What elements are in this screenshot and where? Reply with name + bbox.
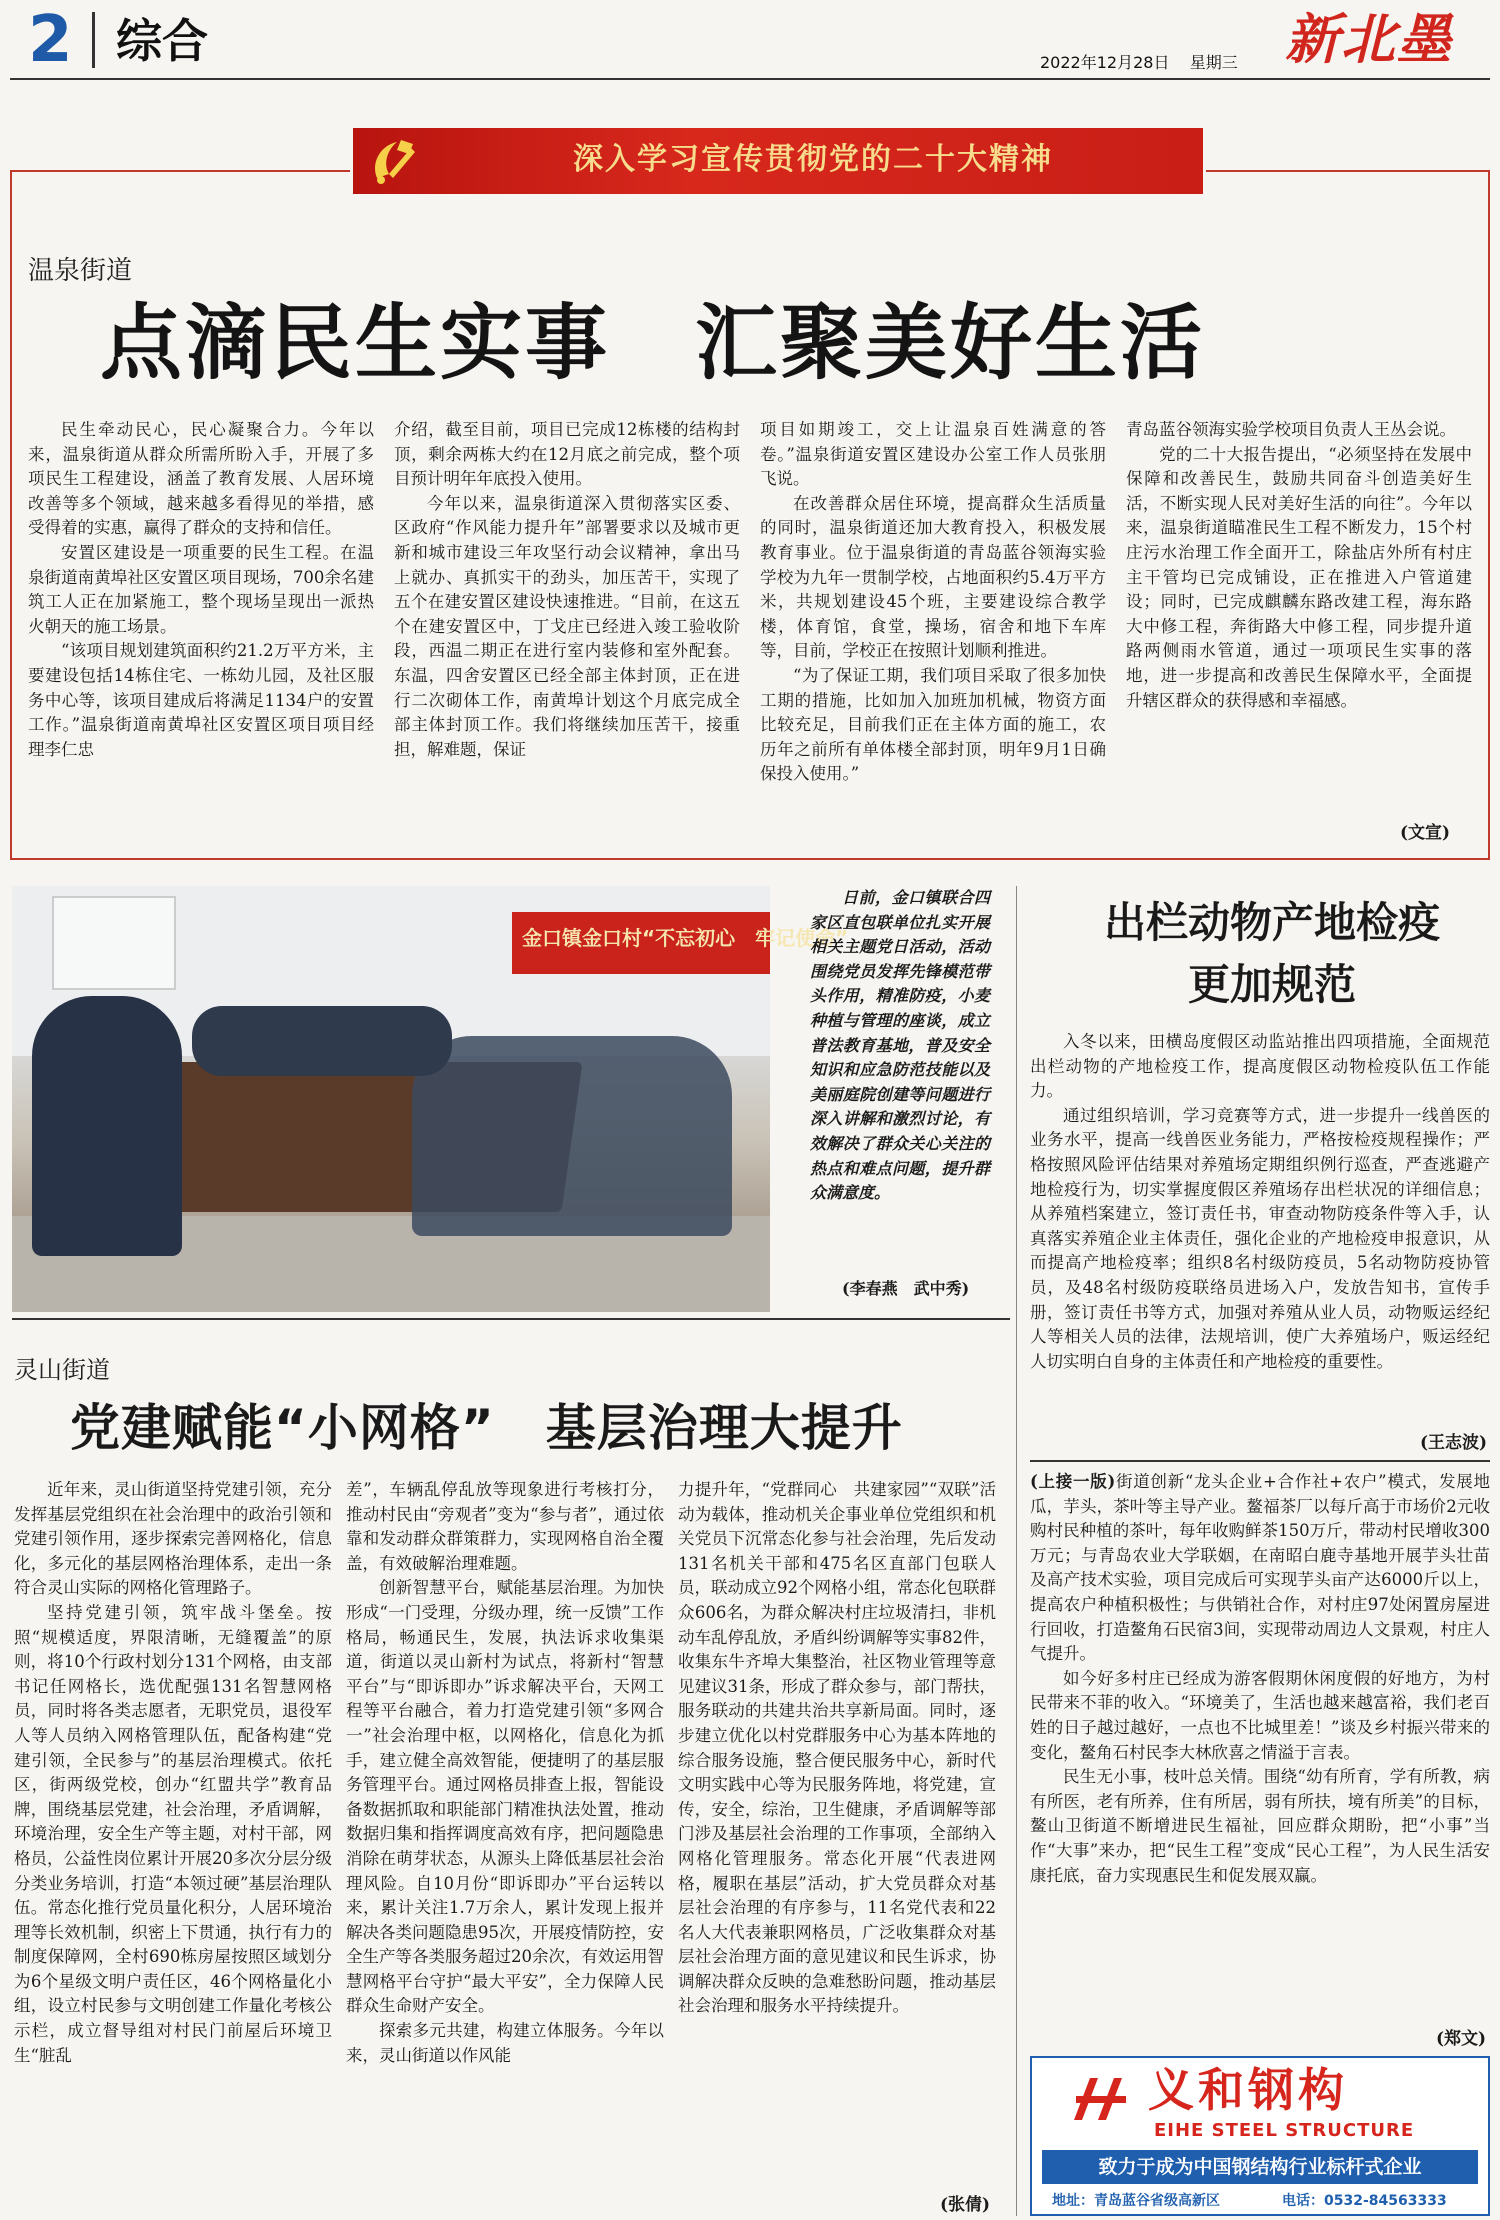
story2-divider: [1030, 1460, 1490, 1462]
paragraph-text: 街道创新“龙头企业+合作社+农户”模式，发展地瓜，芋头，茶叶等主导产业。鳌福茶厂以每斤高于市场价2元收购村民种植的茶叶，每年收购鲜茶150万斤，带动村民增收300万元；与青岛农业大学联姻，在南昭白鹿寺基地开展芋头壮苗及高产技术实验，项目完成后可实现芋头亩产达6000斤以上，提高农户种植积极性；与供销社合作，对村庄97处闲置房屋进行回收，打造鳌角石民宿3间，实现带动周边人文景观，村庄人气提升。: [1030, 1472, 1490, 1664]
paragraph: “该项目规划建筑面积约21.2万平方米，主要建设包括14栋住宅、一栋幼儿园，及社区服务中心等，该项目建成后将满足1134户的安置工作。”温泉街道南黄埠社区安置区项目项目经理李仁忠: [28, 641, 374, 759]
frame-line-right: [1488, 170, 1490, 860]
paragraph: 通过组织培训，学习竞赛等方式，进一步提升一线兽医的业务水平，提高一线兽医业务能力，严格按检疫规程操作；严格按照风险评估结果对养殖场定期组织例行巡查，严查逃避产地检疫行为，切实掌握度假区养殖场存出栏状况的详细信息；从养殖档案建立，签订责任书，审查动物防疫条件等入手，认真落实养殖企业主体责任，强化企业的产地检疫申报意识，从而提高产地检疫率；组织8名村级防疫员，5名动物防疫协管员，及48名村级防疫联络员进场入户，发放告知书，宣传手册，签订责任书等方式，加强对养殖从业人员，动物贩运经纪人等相关人员的法律，法规培训，使广大养殖场户，贩运经纪人切实明白自身的主体责任和产地检疫的重要性。: [1030, 1105, 1490, 1371]
masthead-rule: [10, 78, 1490, 80]
paragraph: [1030, 1470, 1490, 1667]
people-back: [192, 1006, 452, 1076]
story3-top-rule: [12, 1318, 1010, 1320]
story1-column-4: [1126, 418, 1472, 818]
story3-headline: 党建赋能“小网格” 基层治理大提升: [70, 1399, 903, 1457]
story3-byline: (张倩): [940, 2195, 991, 2215]
paragraph: 入冬以来，田横岛度假区动监站推出四项措施，全面规范出栏动物的产地检疫工作，提高度假区动物检疫队伍工作能力。: [1030, 1032, 1490, 1101]
paper-logo: 新北墨: [1285, 7, 1453, 71]
paragraph: 差”，车辆乱停乱放等现象进行考核打分，推动村民由“旁观者”变为“参与者”，通过依靠和发动群众群策群力，实现网格自治全覆盖，有效破解治理难题。: [346, 1480, 664, 1573]
paragraph: 力提升年，“党群同心 共建家园”“双联”活动为载体，推动机关企事业单位党组织和机关党员下沉常态化参与社会治理，先后发动131名机关干部和475名区直部门包联人员，联动成立92个网格小组，常态化包联群众606名，为群众解决村庄垃圾清扫，非机动车乱停乱放，矛盾纠纷调解等实事82件，收集东牛齐埠大集整治，社区物业管理等意见建议31条，形成了群众参与，部门帮扶，服务联动的共建共治共享新局面。同时，逐步建立优化以村党群服务中心为基本阵地的综合服务设施，整合便民服务中心，新时代文明实践中心等为民服务阵地，将党建，宣传，安全，综治，卫生健康，矛盾调解等部门涉及基层社会治理的工作事项，全部纳入网格化管理服务。常态化开展“代表进网格，履职在基层”活动，扩大党员群众对基层社会治理的有序参与，11名党代表和22名人大代表兼职网格员，广泛收集群众对基层社会治理方面的意见建议和民生诉求，协调解决群众反映的急难愁盼问题，推动基层社会治理和服务水平持续提升。: [678, 1480, 996, 2016]
photo-banner-text: 金口镇金口村“不忘初心 牢记使命”: [522, 926, 849, 950]
story2-headline-line1: 出栏动物产地检疫: [1103, 898, 1440, 947]
paragraph: “为了保证工期，我们项目采取了很多加快工期的措施，比如加入加班加机械，物资方面比较充足，目前我们正在主体方面的施工，农历年之前所有单体楼全部封顶，明年9月1日确保投入使用。”: [760, 665, 1106, 784]
story1-byline: (文宣): [1400, 823, 1451, 843]
story1-kicker: 温泉街道: [28, 256, 133, 286]
paragraph: 探索多元共建，构建立体服务。今年以来，灵山街道以作风能: [346, 2021, 664, 2065]
eihe-logo-icon: [1068, 2068, 1132, 2130]
masthead-divider: [92, 12, 95, 68]
frame-line-left: [10, 170, 12, 860]
paragraph: 今年以来，温泉街道深入贯彻落实区委、区政府“作风能力提升年”部署要求以及城市更新和城市建设三年攻坚行动会议精神，拿出马上就办、真抓实干的劲头，加压苦干，实现了五个在建安置区建设快速推进。“目前，在这五个在建安置区中，丁戈庄已经进入竣工验收阶段，西温二期正在进行室内装修和室外配套。东温，四舍安置区已经全部主体封顶，正在进行二次砌体工作，南黄埠计划这个月底完成全部主体封顶工作。我们将继续加压苦干，接重担，解难题，保证: [394, 493, 740, 759]
advertisement: [1030, 2056, 1490, 2216]
paragraph: 创新智慧平台，赋能基层治理。为加快形成“一门受理，分级办理，统一反馈”工作格局，畅通民生，发展，执法诉求收集渠道，街道以灵山新村为试点，将新村“智慧平台”与“即诉即办”诉求解决平台，天网工程等平台融合，着力打造党建引领“多网合一”社会治理中枢，以网格化，信息化为抓手，建立健全高效智能，便捷明了的基层服务管理平台。通过网格员排查上报，智能设备数据抓取和职能部门精准执法处置，推动数据归集和指挥调度高效有序，把问题隐患消除在萌芽状态，从源头上降低基层社会治理风险。自10月份“即诉即办”平台运转以来，累计关注1.7万余人，累计发现上报并解决各类问题隐患95次，开展疫情防控，安全生产等各类服务超过20余次，有效运用智慧网格平台守护“最大平安”，全力保障人民群众生命财产安全。: [346, 1578, 664, 2016]
page-number: 2: [28, 3, 73, 77]
ad-phone: 电话：0532-84563333: [1282, 2193, 1447, 2209]
paragraph: 近年来，灵山街道坚持党建引领，充分发挥基层党组织在社会治理中的政治引领和党建引领作用，逐步探索完善网格化，信息化，多元化的基层网格治理体系，走出一条符合灵山实际的网格化管理路子。: [14, 1480, 332, 1598]
ad-address: 地址：青岛蓝谷省级高新区: [1052, 2193, 1220, 2209]
paragraph: 民生牵动民心，民心凝聚合力。今年以来，温泉街道从群众所需所盼入手，开展了多项民生工程建设，涵盖了教育发展、人居环境改善等多个领域，越来越多看得见的举措，感受得着的实惠，赢得了群众的支持和信任。: [28, 420, 374, 538]
paragraph: 如今好多村庄已经成为游客假期休闲度假的好地方，为村民带来不菲的收入。“环境美了，生活也越来越富裕，我们老百姓的日子越过越好，一点也不比城里差！”谈及乡村振兴带来的变化，鳌角石村民李大林欣喜之情溢于言表。: [1030, 1668, 1490, 1762]
ad-slogan: 致力于成为中国钢结构行业标杆式企业: [1042, 2150, 1478, 2184]
paragraph: 介绍，截至目前，项目已完成12栋楼的结构封顶，剩余两栋大约在12月底之前完成，整个项目预计明年年底投入使用。: [394, 420, 740, 489]
vertical-separator: [1016, 886, 1017, 2216]
story4-byline: (郑文): [1436, 2029, 1487, 2049]
story4-body: [1030, 1470, 1490, 2026]
photo-window: [52, 896, 176, 990]
paragraph: 民生无小事，枝叶总关情。围绕“幼有所育，学有所教，病有所医，老有所养，住有所居，弱有所扶，境有所美”的目标，鳌山卫街道不断增进民生福祉，回应群众期盼，把“小事”当作“大事”来办，把“民生工程”变成“民心工程”，为人民生活安康托底，奋力实现惠民生和促发展双赢。: [1030, 1767, 1490, 1885]
paragraph: 党的二十大报告提出，“必须坚持在发展中保障和改善民生，鼓励共同奋斗创造美好生活，不断实现人民对美好生活的向往”。今年以来，温泉街道瞄准民生工程不断发力，15个村庄污水治理工作全面开工，除盐店外所有村庄主干管均已完成铺设，正在推进入户管道建设；同时，已完成麒麟东路改建工程，海东路大中修工程，奔街路大中修工程，同步提升道路两侧雨水管道，通过一项项民生实事的落地，进一步提高和改善民生保障水平，全面提升辖区群众的获得感和幸福感。: [1126, 444, 1472, 710]
photo-credit: (李春燕 武中秀): [842, 1279, 970, 1298]
paragraph: 坚持党建引领，筑牢战斗堡垒。按照“规模适度，界限清晰，无缝覆盖”的原则，将10个行政村划分131个网格，由支部书记任网格长，选优配强131名智慧网格员，同时将各类志愿者，无职党员，退役军人等人员纳入网格管理队伍，配备构建“党建引领，全民参与”的基层治理模式。依托区，街两级党校，创办“红盟共学”教育品牌，围绕基层党建，社会治理，矛盾调解，环境治理，安全生产等主题，对村干部，网格员，公益性岗位累计开展20多次分层分级分类业务培训，打造“本领过硬”基层治理队伍。常态化推行党员量化积分，人居环境治理等长效机制，织密上下贯通，执行有力的制度保障网，全村690栋房屋按照区域划分为6个星级文明户责任区，46个网格量化小组，设立村民参与文明创建工作量化考核公示栏，成立督导组对村民门前屋后环境卫生“脏乱: [14, 1602, 332, 2065]
people-left: [32, 996, 182, 1256]
section-title: 综合: [116, 14, 208, 68]
story1-column-3: [760, 418, 1106, 848]
story2-body: [1030, 1030, 1490, 1430]
story3-column-3: [678, 1478, 996, 2188]
people-right: [412, 1036, 732, 1236]
story3-column-2: [346, 1478, 664, 2213]
ad-brand-cn: 义和钢构: [1148, 2063, 1348, 2117]
story3-kicker: 灵山街道: [14, 1356, 110, 1384]
issue-date: [1040, 50, 1238, 73]
photo-caption: [810, 886, 990, 1256]
weekday-text: 星期三: [1189, 53, 1238, 72]
continued-tag: (上接一版): [1030, 1472, 1116, 1491]
frame-line-bottom: [10, 858, 1490, 860]
date-text: 2022年12月28日: [1040, 53, 1170, 72]
ad-brand-en: EIHE STEEL STRUCTURE: [1154, 2120, 1415, 2141]
story3-column-1: [14, 1478, 332, 2213]
news-photo: [12, 886, 849, 1312]
story1-headline: 点滴民生实事 汇聚美好生活: [100, 296, 1206, 391]
paragraph: 安置区建设是一项重要的民生工程。在温泉街道南黄埠社区安置区项目现场，700余名建筑工人正在加紧施工，整个现场呈现出一派热火朝天的施工场景。: [28, 542, 374, 636]
frame-line-top-left: [10, 170, 350, 172]
story2-headline-line2: 更加规范: [1187, 960, 1356, 1009]
story1-column-1: [28, 418, 374, 848]
party-emblem-icon: [367, 134, 423, 188]
paragraph: 项目如期竣工，交上让温泉百姓满意的答卷。”温泉街道安置区建设办公室工作人员张朋飞说。: [760, 420, 1106, 489]
story2-byline: (王志波): [1420, 1433, 1488, 1453]
theme-banner: [353, 128, 1203, 194]
story1-column-2: [394, 418, 740, 848]
paragraph: 在改善群众居住环境，提高群众生活质量的同时，温泉街道还加大教育投入，积极发展教育事业。位于温泉街道的青岛蓝谷领海实验学校为九年一贯制学校，占地面积约5.4万平方米，共规划建设45个班，主要建设综合教学楼，体育馆，食堂，操场，宿舍和地下车库等，目前，学校正在按照计划顺利推进。: [760, 493, 1106, 661]
caption-text: 日前，金口镇联合四家区直包联单位扎实开展相关主题党日活动，活动围绕党员发挥先锋模范带头作用，精准防疫，小麦种植与管理的座谈，成立普法教育基地，普及安全知识和应急防范技能以及美丽庭院创建等问题进行深入讲解和激烈讨论，有效解决了群众关心关注的热点和难点问题，提升群众满意度。: [810, 888, 990, 1203]
paragraph: 青岛蓝谷领海实验学校项目负责人王丛会说。: [1126, 420, 1456, 439]
banner-text: 深入学习宣传贯彻党的二十大精神: [573, 142, 1053, 177]
photo-banner: [512, 912, 849, 974]
frame-line-top-right: [1206, 170, 1490, 172]
